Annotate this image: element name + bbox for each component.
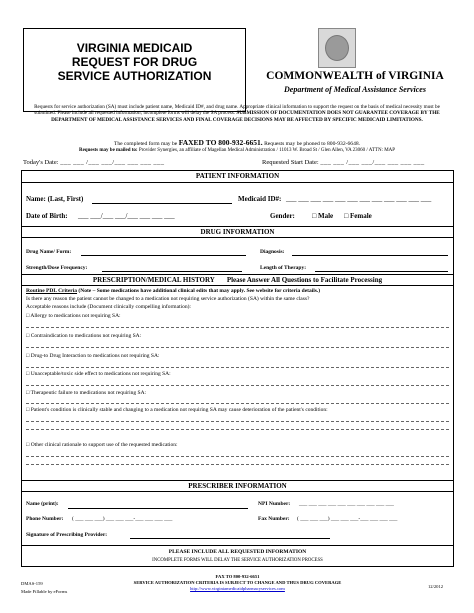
- history-header-right: Please Answer All Questions to Facilitate Processing: [226, 276, 383, 284]
- pdl-criteria-title: Routine PDL Criteria: [26, 288, 78, 294]
- footer-criteria: SERVICE AUTHORIZATION CRITERIA IS SUBJECT TO CHANGE AND THUS DRUG COVERAGE: [133, 580, 342, 585]
- history-header-left: PRESCRIPTION/MEDICAL HISTORY: [92, 276, 215, 284]
- drug-section-header: DRUG INFORMATION: [22, 226, 453, 238]
- pdl-criteria-line: [26, 288, 320, 294]
- start-date-field[interactable]: ___ ___ /___ ___/___ ___ ___ ___: [320, 159, 425, 166]
- fax-field[interactable]: ( ___ ___ ___) ___ ___ ___-___ ___ ___ ___: [297, 516, 398, 522]
- form-revision-date: 12/2012: [428, 584, 444, 589]
- option-clinically-stable[interactable]: □ Patient's condition is clinically stable and changing to a medication not requiring SA may cause deterioration of the patient's condition:: [26, 407, 328, 413]
- prescriber-section-header: PRESCRIBER INFORMATION: [22, 480, 453, 492]
- diagnosis-label: Diagnosis:: [260, 249, 285, 255]
- other-answer-line-2[interactable]: [26, 464, 449, 465]
- phone-field[interactable]: ( ___ ___ ___) ___ ___ ___-___ ___ ___ ___: [72, 516, 173, 522]
- commonwealth-heading: COMMONWEALTH of VIRGINIA: [266, 70, 444, 82]
- interaction-answer-line[interactable]: [26, 367, 449, 368]
- acceptable-reasons: Acceptable reasons include (Document clinically compelling information):: [26, 304, 191, 310]
- intro-paragraph: [23, 104, 451, 123]
- start-date-label: Requested Start Date:: [262, 159, 319, 166]
- history-section-header: [22, 274, 453, 286]
- stable-answer-line-1[interactable]: [26, 421, 449, 422]
- patient-name-label: Name: (Last, First): [26, 195, 84, 203]
- therapy-length-label: Length of Therapy:: [260, 265, 307, 271]
- mail-instructions: [23, 148, 451, 153]
- gender-male-checkbox[interactable]: □ Male: [312, 212, 334, 220]
- fax-number: FAXED TO 800-932-6651.: [178, 138, 263, 147]
- pdl-criteria-note: (Note – Some medications have additional clinical edits that may apply. See website for criteria details.): [78, 288, 321, 294]
- form-id: DMAS-159: [21, 581, 43, 586]
- signature-label: Signature of Prescribing Provider:: [26, 532, 108, 538]
- medicaid-id-label: Medicaid ID#:: [238, 195, 282, 203]
- dob-field[interactable]: ___ ___/___ ___/___ ___ ___ ___: [78, 212, 175, 220]
- drug-name-field[interactable]: [81, 255, 246, 256]
- dob-label: Date of Birth:: [26, 212, 68, 220]
- footer-incomplete-warning: INCOMPLETE FORMS WILL DELAY THE SERVICE AUTHORIZATION PROCESS: [152, 558, 323, 563]
- diagnosis-field[interactable]: [292, 255, 448, 256]
- intro-disclaimer: SUBMISSION OF DOCUMENTATION DOES NOT GUARANTEE COVERAGE BY THE DEPARTMENT OF MEDICAL ASSISTANCE SERVICES AND FINAL COVERAGE DECISIONS MAY BE AFFECTED BY SPECIFIC MEDICAID LIMITATIONS.: [51, 110, 440, 123]
- contraindication-answer-line[interactable]: [26, 347, 449, 348]
- option-drug-interaction[interactable]: □ Drug-to Drug Interaction to medications not requiring SA:: [26, 353, 160, 359]
- fax-instructions: [23, 138, 451, 147]
- option-other-rationale[interactable]: □ Other clinical rationale to support use of the requested medication:: [26, 442, 178, 448]
- mail-label: Requests may be mailed to:: [78, 148, 138, 153]
- drug-name-label: Drug Name/ Form:: [26, 249, 72, 255]
- fax-label: Fax Number:: [258, 516, 290, 522]
- gender-female-checkbox[interactable]: □ Female: [344, 212, 372, 220]
- mail-address: Provider Synergies, an affiliate of Magellan Medical Administration / 11013 W. Broad St / Glen Allen, VA 23060 / ATTN: MAP: [138, 148, 396, 153]
- allergy-answer-line[interactable]: [26, 327, 449, 328]
- footer-fax: FAX TO 800-932-6651: [215, 574, 260, 579]
- option-side-effect[interactable]: □ Unacceptable/toxic side effect to medications not requiring SA:: [26, 371, 171, 377]
- phone-label: Phone Number:: [26, 516, 64, 522]
- phone-instructions: Requests may be phoned to 800-932-6648.: [264, 141, 361, 147]
- todays-date-row: [23, 159, 164, 166]
- other-answer-line-1[interactable]: [26, 456, 449, 457]
- strength-label: Strength/Dose Frequency:: [26, 265, 88, 271]
- intro-text: Requests for service authorization (SA) must include patient name, Medicaid ID#, and drug name. Appropriate clinical information to support the request on the basis of medical necessity must be submitted. Please include all requested information; incomplete forms will delay the SA process.: [34, 104, 440, 117]
- title-line-3: SERVICE AUTHORIZATION: [57, 69, 212, 83]
- title-line-2: REQUEST FOR DRUG: [71, 55, 198, 69]
- npi-field[interactable]: ___ ___ ___ ___ ___ ___ ___ ___ ___ ___: [299, 501, 394, 507]
- signature-field[interactable]: [130, 538, 330, 539]
- title-line-1: VIRGINIA MEDICAID: [76, 41, 193, 55]
- therapy-length-field[interactable]: [315, 271, 448, 272]
- form-bottom-divider: [22, 545, 453, 546]
- prescriber-name-label: Name (print):: [26, 501, 59, 507]
- option-allergy[interactable]: □ Allergy to medications not requiring SA:: [26, 313, 121, 319]
- patient-section-header: PATIENT INFORMATION: [22, 171, 453, 183]
- prescriber-name-field[interactable]: [68, 508, 248, 509]
- history-question: Is there any reason the patient cannot be changed to a medication not requiring service authorization (SA) within the same class?: [26, 296, 310, 302]
- side-effect-answer-line[interactable]: [26, 385, 449, 386]
- gender-label: Gender:: [270, 212, 295, 220]
- todays-date-label: Today's Date:: [23, 159, 59, 166]
- medicaid-id-field[interactable]: ___ ___ ___ ___ ___ ___ ___ ___ ___ ___ ___ ___: [286, 195, 432, 203]
- department-heading: Department of Medical Assistance Services: [284, 85, 426, 94]
- virginia-seal-icon: [318, 28, 356, 68]
- main-form: [21, 170, 454, 567]
- strength-field[interactable]: [102, 271, 242, 272]
- patient-name-field[interactable]: [92, 203, 232, 204]
- todays-date-field[interactable]: ___ ___ /___ ___/___ ___ ___ ___: [60, 159, 165, 166]
- made-fillable-note: Made Fillable by eForms: [21, 589, 68, 594]
- stable-answer-line-2[interactable]: [26, 429, 449, 430]
- fax-prefix: The completed form may be: [113, 141, 178, 147]
- npi-label: NPI Number:: [258, 501, 291, 507]
- option-therapeutic-failure[interactable]: □ Therapeutic failure to medications not requiring SA:: [26, 390, 147, 396]
- start-date-row: [262, 159, 424, 166]
- form-title-box: [23, 28, 246, 112]
- footer-required-info: PLEASE INCLUDE ALL REQUESTED INFORMATION: [168, 549, 307, 555]
- footer-url-link[interactable]: http://www.virginiamedicaidpharmacyservices.com: [190, 586, 285, 591]
- option-contraindication[interactable]: □ Contraindication to medications not requiring SA:: [26, 333, 142, 339]
- therapeutic-failure-answer-line[interactable]: [26, 403, 449, 404]
